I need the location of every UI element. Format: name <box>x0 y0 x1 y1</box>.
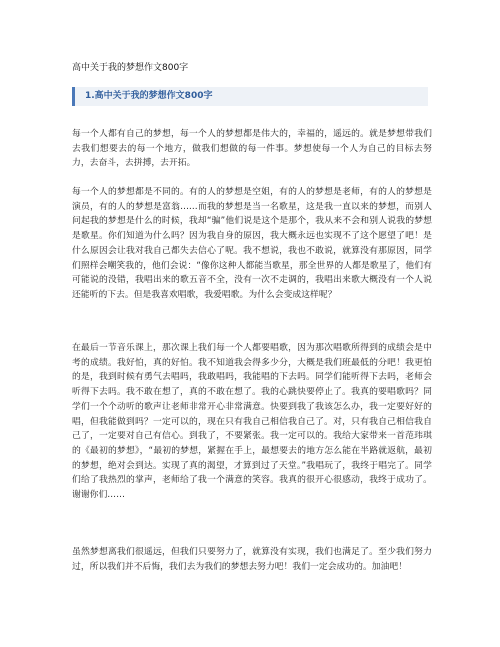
paragraph-1: 每一个人都有自己的梦想，每一个人的梦想都是伟大的，幸福的，遥远的。就是梦想带我们去我们想要去的每一个地方，做我们想做的每一件事。梦想使每一个人为自己的目标去努力，去奋斗，去拼搏，去开拓。 <box>72 129 432 169</box>
document-title: 高中关于我的梦想作文800字 <box>72 63 189 73</box>
section-heading-box <box>72 87 428 106</box>
paragraph-3: 在最后一节音乐课上，那次课上我们每一个人都要唱歌，因为那次唱歌所得到的成绩会是中考的成绩。我好怕，真的好怕。我不知道我会得多少分，大概是我们班最低的分吧！我更怕的是，我到时候有勇气去唱吗，我敢唱吗，我能唱的下去吗。同学们能听得下去吗，老师会听得下去吗。我不敢在想了，真的不敢在想了。我的心跳快要停止了。我真的要唱歌吗？同学们一个个动听的歌声让老师非常开心非常满意。快要到我了我该怎么办，我一定要好好的唱，但我能做到吗？一定可以的，现在只有我自己相信我自己了。对，只有我自己相信我自己了，一定要对自己有信心。到我了，不要紧张。我一定可以的。我给大家带来一首范玮琪的《最初的梦想》，“最初的梦想，紧握在手上，最想要去的地方怎么能在半路就返航，最初的梦想，绝对会到达。实现了真的渴望，才算到过了天堂。”我唱玩了，我终于唱完了。同学们给了我热烈的掌声，老师给了我一个满意的笑容。我真的很开心很感动，我终于成功了。谢谢你们…… <box>72 343 432 501</box>
paragraph-2: 每一个人的梦想都是不同的。有的人的梦想是空姐，有的人的梦想是老师，有的人的梦想是演员，有的人的梦想是富翁……而我的梦想是当一名歌星，这是我一直以来的梦想，而别人问起我的梦想是什么的时候，我却“骗”他们说是这个是那个，我从来不会和别人说我的梦想是歌星。你们知道为什么吗？因为我自身的原因，我大概永远也实现不了这个愿望了吧！是什么原因会让我对我自己都失去信心了呢。我不想说，我也不敢说，就算没有那原因，同学们照样会嘲笑我的，他们会说：“像你这种人都能当歌星，那全世界的人都是歌星了，他们有可能说的没错，我唱出来的歌五音不全，没有一次不走调的，我唱出来歌大概没有一个人说还能听的下去。但是我喜欢唱歌，我爱唱歌。为什么会变成这样呢？ <box>72 187 432 300</box>
section-heading: 1.高中关于我的梦想作文800字 <box>85 91 213 101</box>
paragraph-4: 虽然梦想离我们很遥远，但我们只要努力了，就算没有实现，我们也满足了。至少我们努力过，所以我们并不后悔，我们去为我们的梦想去努力吧！我们一定会成功的。加油吧！ <box>72 547 432 572</box>
